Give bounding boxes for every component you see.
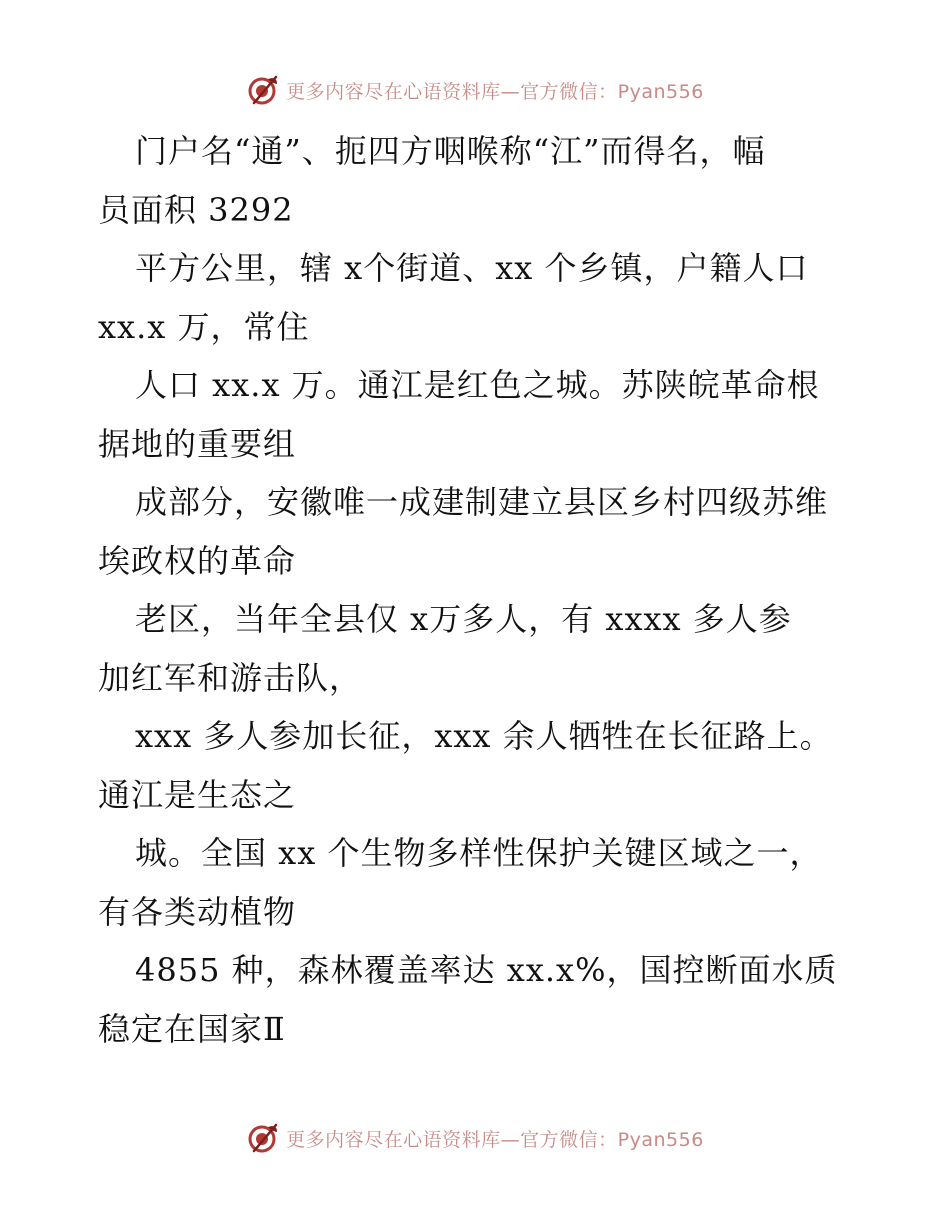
text-line: 稳定在国家Ⅱ xyxy=(98,1009,286,1048)
document-body xyxy=(98,122,858,1058)
text-line: 有各类动植物 xyxy=(98,892,297,931)
header-watermark-text: 更多内容尽在心语资料库—官方微信：Pyan556 xyxy=(286,80,704,103)
text-line: 城。全国 xx 个生物多样性保护关键区域之一， xyxy=(135,834,823,872)
quill-seal-icon xyxy=(246,73,280,107)
footer-watermark xyxy=(0,1118,950,1158)
text-line: 门户名“通”、扼四方咽喉称“江”而得名，幅 xyxy=(135,132,766,170)
header-watermark xyxy=(0,70,950,110)
footer-watermark-text: 更多内容尽在心语资料库—官方微信：Pyan556 xyxy=(286,1128,704,1151)
text-line: 据地的重要组 xyxy=(98,424,297,463)
text-line: 老区，当年全县仅 x万多人，有 xxxx 多人参 xyxy=(135,600,792,638)
text-line: 4855 种，森林覆盖率达 xx.x%，国控断面水质 xyxy=(135,951,838,989)
text-line: xxx 多人参加长征，xxx 余人牺牲在长征路上。 xyxy=(135,717,833,755)
quill-seal-icon xyxy=(246,1121,280,1155)
text-line: 成部分，安徽唯一成建制建立县区乡村四级苏维 xyxy=(135,483,829,521)
text-line: 平方公里，辖 x个街道、xx 个乡镇，户籍人口 xyxy=(135,249,809,287)
text-line: 加红军和游击队， xyxy=(98,658,363,697)
text-line: 员面积 3292 xyxy=(98,190,294,229)
text-line: 人口 xx.x 万。通江是红色之城。苏陕皖革命根 xyxy=(135,366,820,404)
text-line: 通江是生态之 xyxy=(98,775,297,814)
text-line: xx.x 万，常住 xyxy=(98,307,310,346)
text-line: 埃政权的革命 xyxy=(98,541,297,580)
